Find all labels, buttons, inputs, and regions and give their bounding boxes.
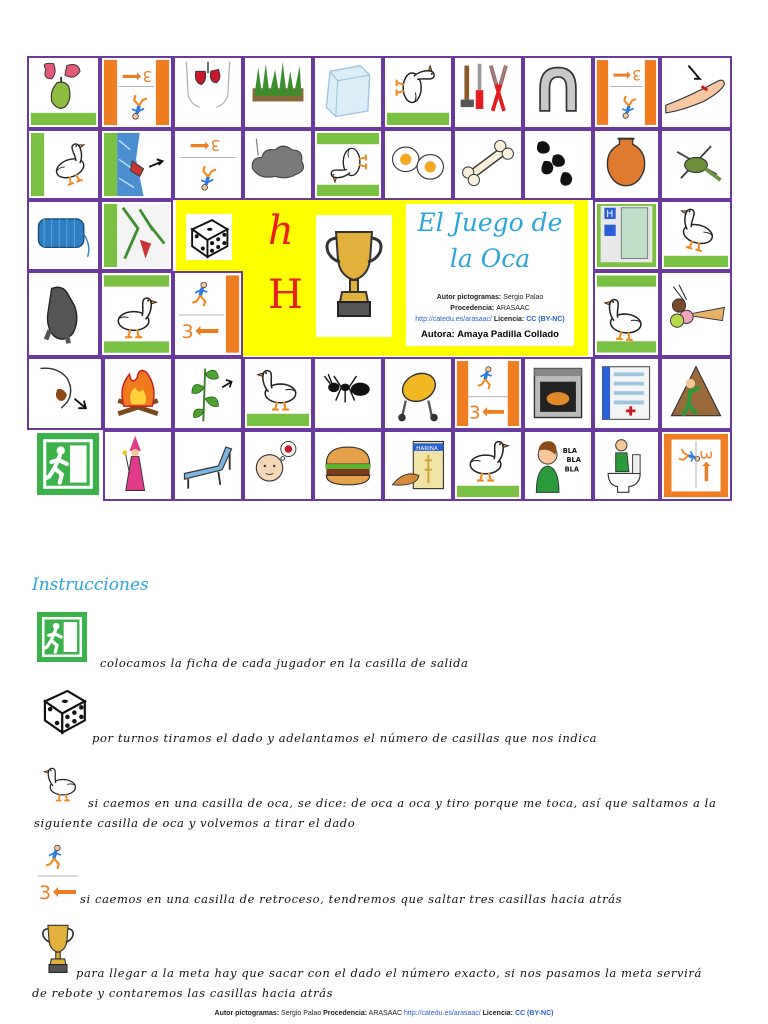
instr-goose-icon-wrap [34,762,86,804]
retreat-icon [595,58,658,127]
bla-2: BLA [566,456,581,465]
cell-sun-lounger[interactable] [173,430,243,501]
trophy-icon [324,221,384,331]
horseshoe-icon [525,58,591,127]
cell-hippo[interactable] [27,271,100,357]
cell-shoulder[interactable] [27,357,103,430]
instr-start-icon-wrap [37,612,87,662]
cell-retroceso-3[interactable] [173,129,243,200]
cell-thinking[interactable] [243,430,313,501]
cell-hospital[interactable] [593,357,660,430]
cell-helicopter[interactable] [660,129,732,200]
cell-retroceso-5[interactable] [453,357,523,430]
exit-icon [37,433,99,495]
toilet-icon [595,432,658,499]
cell-river[interactable] [100,129,173,200]
cell-oca-3[interactable] [313,129,383,200]
author-credit: Autora: Amaya Padilla Collado [421,329,559,340]
bla-3: BLA [564,465,579,474]
concrete-mixer-icon [385,359,451,428]
goose-icon [245,359,311,428]
game-title-line1: El Juego de [417,208,563,237]
instr-dice-icon-wrap [38,684,90,736]
smoke-icon [245,131,311,198]
cell-pot[interactable] [593,129,660,200]
retreat-icon [38,842,78,912]
trophy-icon [40,922,76,978]
thinking-face-icon [245,432,311,499]
credit-license: http://catedu.es/arasaac/ Licencia: CC (BY-NC) [415,316,565,323]
hospital-door-icon [595,202,658,269]
cell-retroceso-1[interactable] [100,56,173,129]
cell-hamburger[interactable] [313,430,383,501]
grass-icon [245,58,311,127]
instruction-step-5a: para llegar a la meta hay que sacar con el dado el número exacto, si nos pasamos la meta servirá [76,966,702,980]
retreat-icon [175,131,241,198]
credit-source: Procedencia: ARASAAC [450,305,530,312]
river-icon [102,131,171,198]
goose-icon [34,762,86,804]
cell-tools[interactable] [453,56,523,129]
cell-thread[interactable] [27,200,100,271]
cell-fig[interactable] [27,56,100,129]
cell-retroceso-4[interactable] [173,271,243,357]
footprints-icon [525,131,591,198]
hippo-icon [29,273,98,355]
retreat-icon [455,359,521,428]
cell-oca-7[interactable] [243,357,313,430]
lungs-icon [175,58,241,127]
bla-1: BLA [562,446,578,455]
well-icon [102,202,171,269]
retreat-icon [662,432,730,499]
goose-icon [29,131,98,198]
letter-lowercase: h [268,208,294,254]
ice-cream-icon [662,273,730,355]
eggs-icon [385,131,451,198]
cell-ant[interactable] [313,357,383,430]
cell-oca-8[interactable] [453,430,523,501]
cell-talking[interactable] [523,430,593,501]
goose-icon [315,131,381,198]
cell-ice[interactable] [313,56,383,129]
retreat-icon [102,58,171,127]
instr-retreat-icon-wrap [38,842,78,912]
cell-leaves[interactable] [173,357,243,430]
cell-smoke[interactable] [243,129,313,200]
cell-footprints[interactable] [523,129,593,200]
cell-bone[interactable] [453,129,523,200]
instruction-step-3a: si caemos en una casilla de oca, se dice: de oca a oca y tiro porque me toca, así que saltamos a la [88,796,717,810]
cell-hospital-door[interactable] [593,200,660,271]
bone-icon [455,131,521,198]
cell-eggs[interactable] [383,129,453,200]
instruction-step-1: colocamos la ficha de cada jugador en la casilla de salida [100,656,469,670]
cell-concrete-mixer[interactable] [383,357,453,430]
prison-icon [662,359,730,428]
cell-well[interactable] [100,200,173,271]
footer-credits: Autor pictogramas: Sergio Palao Procedencia: ARASAAC http://catedu.es/arasaac/ Licencia: CC (BY-NC) [214,1010,554,1017]
instructions-heading: Instrucciones [32,575,149,595]
bonfire-icon [105,359,171,428]
thread-icon [29,202,98,269]
wound-icon [662,58,730,127]
cell-oca-6[interactable] [593,271,660,357]
leaves-icon [175,359,241,428]
ice-icon [315,58,381,127]
cell-oca-5[interactable] [100,271,173,357]
cell-oca-1[interactable] [383,56,453,129]
fig-icon [29,58,98,127]
dice-icon [38,684,90,736]
cell-flour[interactable] [383,430,453,501]
retreat-icon [175,273,241,355]
ant-icon [315,359,381,428]
instruction-step-5b: de rebote y contaremos las casillas hacia atrás [32,986,334,1000]
goose-icon [662,202,730,269]
cell-prison[interactable] [660,357,732,430]
hospital-icon [595,359,658,428]
cell-ice-cream[interactable] [660,271,732,357]
cell-witch[interactable] [103,430,173,501]
cell-oca-2[interactable] [27,129,100,200]
dice-icon [186,214,232,260]
tools-icon [455,58,521,127]
start-cell[interactable] [37,433,99,495]
credit-url[interactable]: http://catedu.es/arasaac/ [415,316,492,323]
talking-icon [525,432,591,499]
cell-lungs[interactable] [173,56,243,129]
shoulder-icon [29,359,101,428]
instruction-step-4: si caemos en una casilla de retroceso, tendremos que saltar tres casillas hacia atrás [80,892,623,906]
cell-horseshoe[interactable] [523,56,593,129]
flour-icon [385,432,451,499]
goose-icon [385,58,451,127]
letter-uppercase: H [268,272,303,318]
instruction-step-2: por turnos tiramos el dado y adelantamos el número de casillas que nos indica [92,731,598,745]
cell-retroceso-6[interactable] [660,430,732,501]
helicopter-icon [662,131,730,198]
goose-icon [595,273,658,355]
instruction-step-3b: siguiente casilla de oca y volvemos a tirar el dado [34,816,356,830]
game-title-line2: la Oca [449,244,531,273]
oven-icon [525,359,591,428]
flour-label: HARINA [416,445,438,452]
cell-oven[interactable] [523,357,593,430]
credit-pictograms: Autor pictogramas: Sergio Palao [436,294,544,301]
cell-toilet[interactable] [593,430,660,501]
lounger-icon [175,432,241,499]
goal-trophy[interactable] [316,215,392,337]
cell-grass[interactable] [243,56,313,129]
footer-url[interactable]: http://catedu.es/arasaac/ [404,1010,481,1017]
pot-icon [595,131,658,198]
instr-trophy-icon-wrap [40,922,76,978]
cell-retroceso-2[interactable] [593,56,660,129]
goose-icon [455,432,521,499]
title-panel [406,204,574,346]
cell-bonfire[interactable] [103,357,173,430]
hamburger-icon [315,432,381,499]
exit-icon [37,612,87,662]
cell-oca-4[interactable] [660,200,732,271]
cell-wound[interactable] [660,56,732,129]
fairy-icon [105,432,171,499]
center-dice [186,214,232,260]
goose-icon [102,273,171,355]
svg-text:H: H [606,209,614,221]
